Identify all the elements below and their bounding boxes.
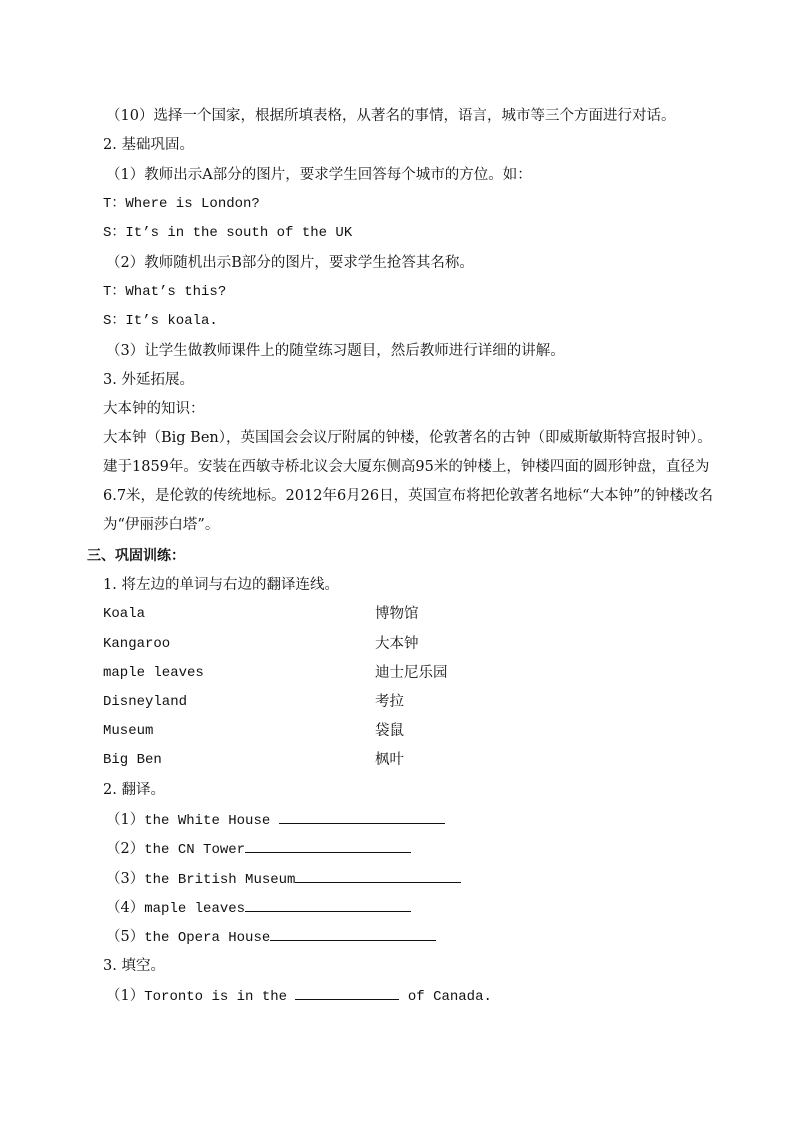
- answer-blank[interactable]: [270, 926, 436, 941]
- translate-item-1: [106, 809, 445, 831]
- match-right-word: 迪士尼乐园: [375, 665, 448, 681]
- item-text-after: of Canada.: [399, 989, 492, 1005]
- match-left-word: Museum: [103, 723, 154, 739]
- item-phrase: maple leaves: [144, 901, 246, 917]
- step-10-text: （10）选择一个国家，根据所填表格，从著名的事情，语言，城市等三个方面进行对话。: [106, 108, 676, 124]
- translate-item-3: [106, 868, 461, 890]
- heading-basic-consolidation: 2. 基础巩固。: [103, 137, 194, 153]
- translate-item-2: [106, 838, 411, 860]
- match-left-word: maple leaves: [103, 665, 204, 681]
- step-a-text: （1）教师出示A部分的图片，要求学生回答每个城市的方位。如：: [106, 167, 532, 183]
- dialog-line-s2: S：It’s koala.: [103, 313, 218, 329]
- translate-item-5: [106, 926, 436, 948]
- big-ben-subheading: 大本钟的知识：: [103, 401, 205, 417]
- item-number: （2）: [106, 841, 145, 857]
- answer-blank[interactable]: [279, 809, 445, 824]
- item-number: （1）: [106, 812, 145, 828]
- match-right-word: 袋鼠: [375, 723, 404, 739]
- item-text-before: Toronto is in the: [144, 989, 296, 1005]
- question-2-heading: 2. 翻译。: [103, 782, 165, 798]
- item-phrase: the White House: [144, 813, 279, 829]
- fill-item-1: [106, 985, 492, 1007]
- step-3-text: （3）让学生做教师课件上的随堂练习题目，然后教师进行详细的讲解。: [106, 343, 565, 359]
- match-left-word: Big Ben: [103, 752, 162, 768]
- match-right-word: 考拉: [375, 694, 404, 710]
- match-left-word: Koala: [103, 606, 146, 622]
- item-number: （5）: [106, 929, 145, 945]
- dialog-line-s1: S：It’s in the south of the UK: [103, 225, 353, 241]
- match-left-word: Kangaroo: [103, 636, 171, 652]
- item-phrase: the CN Tower: [144, 842, 246, 858]
- answer-blank[interactable]: [295, 985, 399, 1000]
- answer-blank[interactable]: [245, 897, 411, 912]
- question-3-heading: 3. 填空。: [103, 958, 165, 974]
- step-b-text: （2）教师随机出示B部分的图片，要求学生抢答其名称。: [106, 255, 474, 271]
- translate-item-4: [106, 897, 411, 919]
- item-number: （3）: [106, 871, 145, 887]
- item-phrase: the Opera House: [144, 930, 271, 946]
- match-right-word: 枫叶: [375, 752, 404, 768]
- heading-extension: 3. 外延拓展。: [103, 372, 194, 388]
- question-1-instruction: 1. 将左边的单词与右边的翻译连线。: [103, 577, 339, 593]
- answer-blank[interactable]: [295, 868, 461, 883]
- dialog-line-t2: T：What’s this?: [103, 284, 227, 300]
- section-three-heading: 三、巩固训练：: [87, 548, 185, 564]
- answer-blank[interactable]: [245, 838, 411, 853]
- item-number: （1）: [106, 988, 145, 1004]
- item-number: （4）: [106, 900, 145, 916]
- big-ben-paragraph: 大本钟（Big Ben），英国国会会议厅附属的钟楼，伦敦著名的古钟（即威斯敏斯特宫报时钟）。建于1859年。安装在西敏寺桥北议会大厦东侧高95米的钟楼上，钟楼四面的圆形钟盘，直径为6.7米，是伦敦的传统地标。2012年6月26日，英国宣布将把伦敦著名地标“大本钟”的钟楼改名为“伊丽莎白塔”。: [103, 430, 713, 533]
- match-right-word: 大本钟: [375, 636, 419, 652]
- match-right-word: 博物馆: [375, 606, 419, 622]
- item-phrase: the British Museum: [144, 872, 296, 888]
- match-left-word: Disneyland: [103, 694, 188, 710]
- dialog-line-t1: T：Where is London?: [103, 196, 260, 212]
